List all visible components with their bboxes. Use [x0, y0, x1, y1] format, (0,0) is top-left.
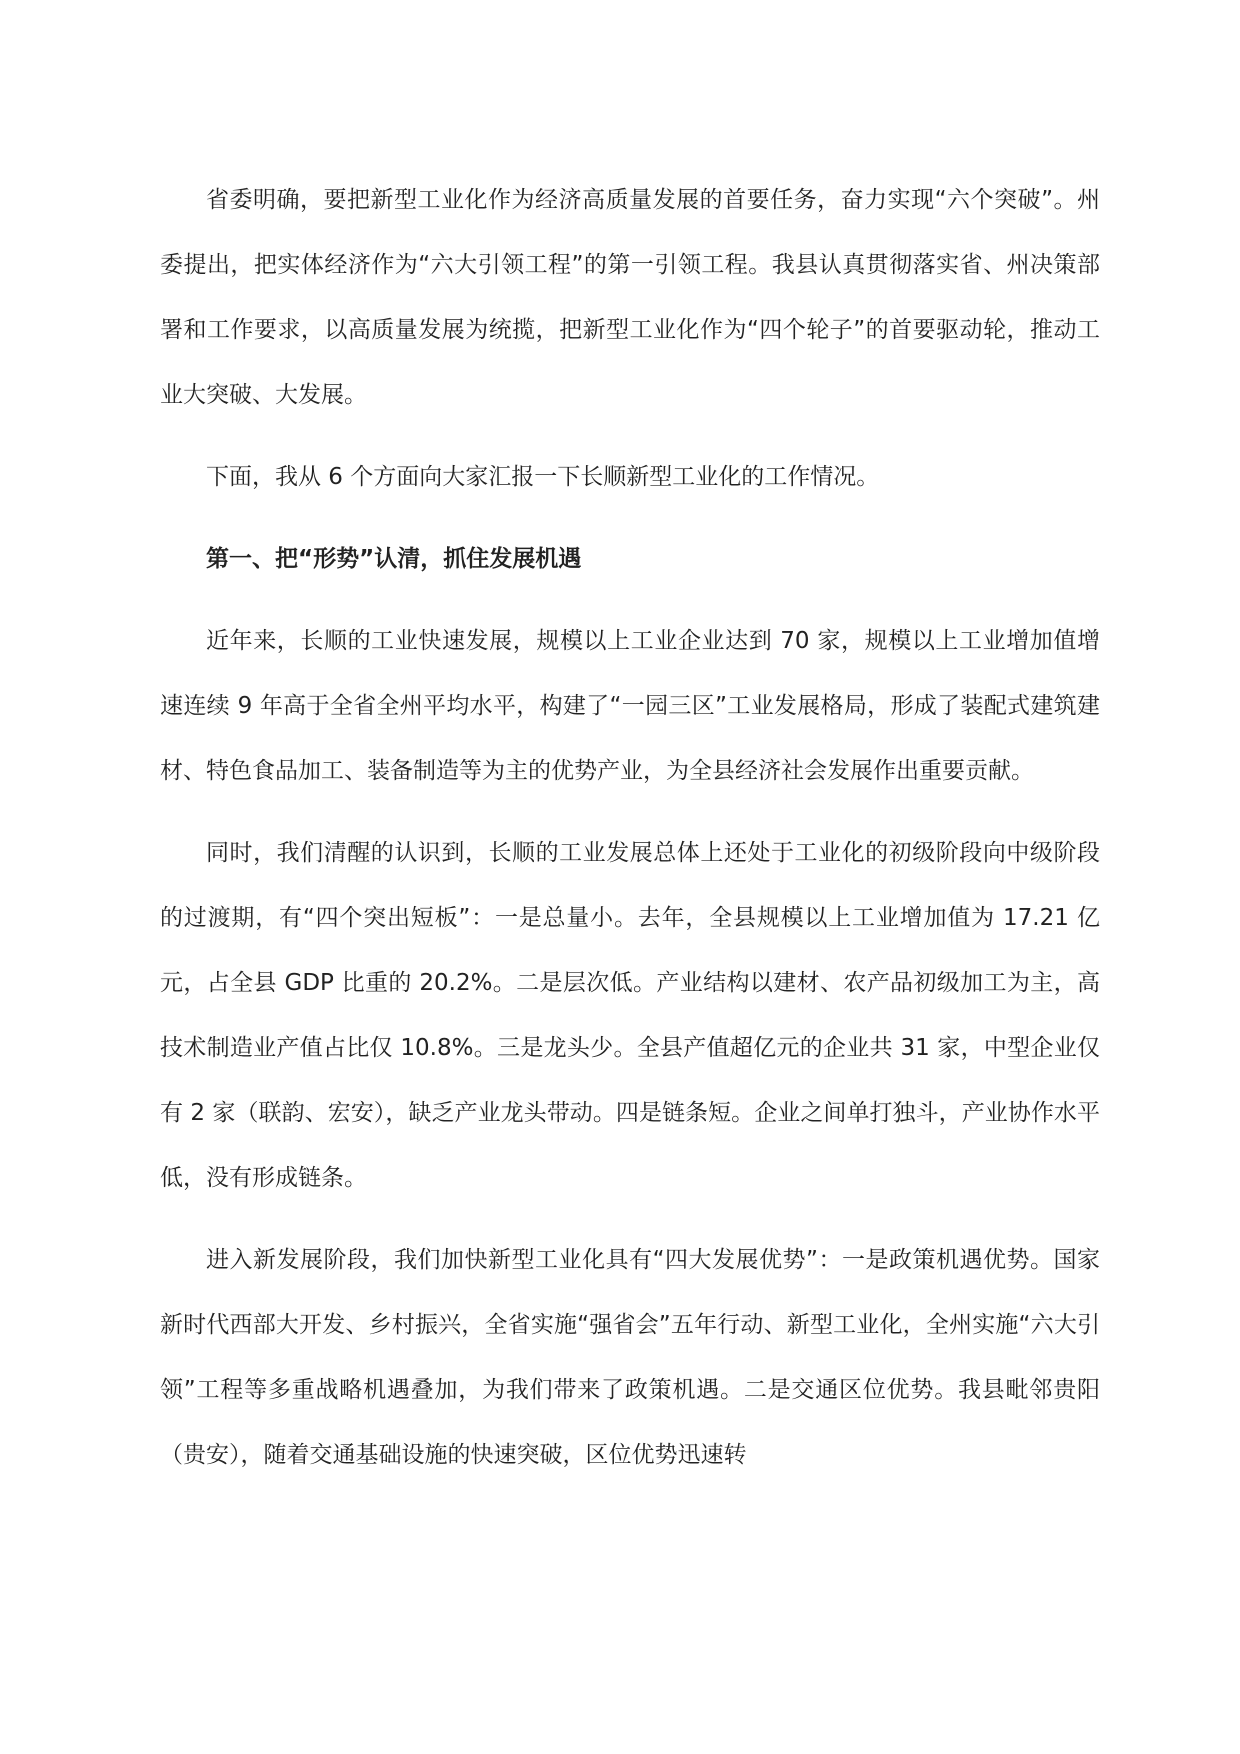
paragraph-intro: 省委明确，要把新型工业化作为经济高质量发展的首要任务，奋力实现“六个突破”。州委提出，把实体经济作为“六大引领工程”的第一引领工程。我县认真贯彻落实省、州决策部署和工作要求，以高质量发展为统揽，把新型工业化作为“四个轮子”的首要驱动轮，推动工业大突破、大发展。 — [160, 187, 1100, 408]
paragraph-advantages: 进入新发展阶段，我们加快新型工业化具有“四大发展优势”：一是政策机遇优势。国家新时代西部大开发、乡村振兴，全省实施“强省会”五年行动、新型工业化，全州实施“六大引领”工程等多重战略机遇叠加，为我们带来了政策机遇。二是交通区位优势。我县毗邻贵阳（贵安），随着交通基础设施的快速突破，区位优势迅速转 — [160, 1247, 1100, 1468]
paragraph-overview: 下面，我从 6 个方面向大家汇报一下长顺新型工业化的工作情况。 — [206, 464, 880, 490]
section-heading-1: 第一、把“形势”认清，抓住发展机遇 — [206, 546, 582, 572]
document-body — [160, 168, 1100, 1505]
paragraph-shortcomings: 同时，我们清醒的认识到，长顺的工业发展总体上还处于工业化的初级阶段向中级阶段的过渡期，有“四个突出短板”：一是总量小。去年，全县规模以上工业增加值为 17.21 亿元，占全县 GDP 比重的 20.2%。二是层次低。产业结构以建材、农产品初级加工为主，高技术制造业产值占比仅 10.8%。三是龙头少。全县产值超亿元的企业共 31 家，中型企业仅有 2 家（联韵、宏安），缺乏产业龙头带动。四是链条短。企业之间单打独斗，产业协作水平低，没有形成链条。 — [160, 840, 1100, 1191]
paragraph-progress: 近年来，长顺的工业快速发展，规模以上工业企业达到 70 家，规模以上工业增加值增速连续 9 年高于全省全州平均水平，构建了“一园三区”工业发展格局，形成了装配式建筑建材、特色食品加工、装备制造等为主的优势产业，为全县经济社会发展作出重要贡献。 — [160, 628, 1100, 784]
